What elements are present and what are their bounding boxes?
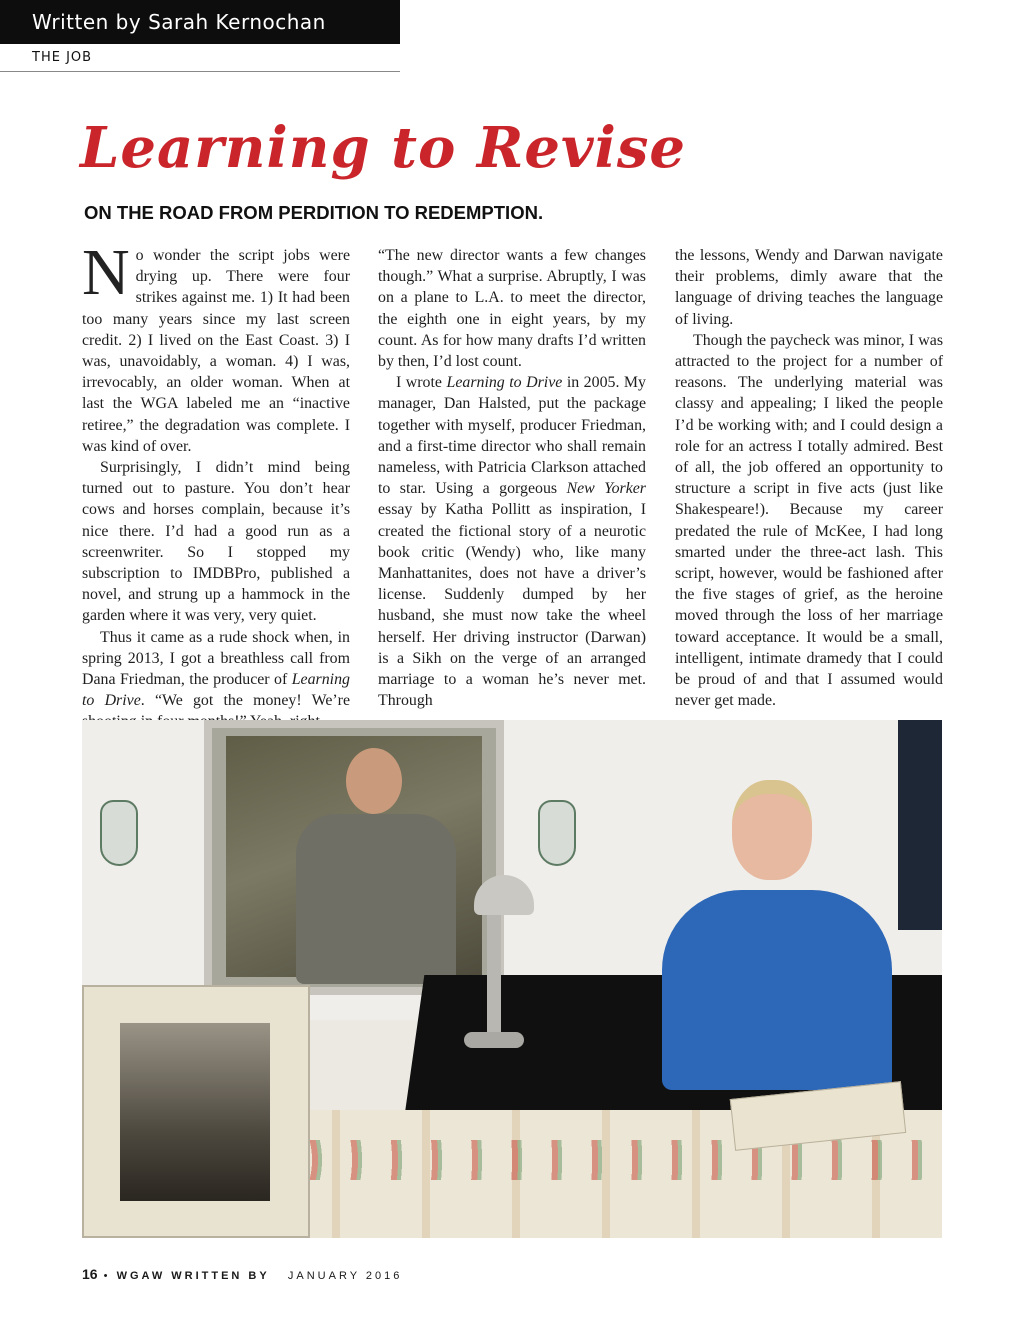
text-column-1 xyxy=(82,236,351,733)
footer-bullet: • xyxy=(103,1270,111,1282)
lamp-base xyxy=(464,1032,524,1048)
paragraph xyxy=(378,372,646,711)
paragraph: Though the paycheck was minor, I was attracted to the project for a number of reasons. The underlying material was classy and appealing; I liked the people I’d be working with; and I could design a role for an actress I totally admired. Best of all, the job offered an opportunity to structure a script in five acts (just like Shakespeare!). Because my career predated the rule of McKee, I had long smarted under the three-act lash. This script, however, would be fashioned after the five stages of grief, as the heroine moved through the loss of her marriage toward acceptance. It would be a small, intelligent, intimate dramedy that I could be proud of and that I assumed would never get made. xyxy=(675,331,943,710)
publication-name: WGAW WRITTEN BY xyxy=(116,1270,270,1282)
portrait-canvas xyxy=(226,736,482,977)
framed-photograph xyxy=(82,985,310,1238)
text-column-3 xyxy=(675,245,943,711)
paragraph-text: essay by Katha Pollitt as inspiration, I created the fictional story of a neurotic book critic (Wendy) who, like many Manhattanites, does not have a driver’s license. Suddenly dumped by her husband, she must now take the wheel herself. Her driving instructor (Darwan) is a Sikh on the verge of an arranged marriage to a woman he’s never met. Through xyxy=(378,501,646,710)
paragraph: “The new director wants a few changes though.” What a surprise. Abruptly, I was on a plane to L.A. to meet the director, the eighth one in eight years, by my count. As for how many drafts I’d written by then, I’d lost count. xyxy=(378,247,646,371)
painted-portrait xyxy=(204,720,504,995)
paragraph-text: o wonder the script jobs were drying up. There were four strikes against me. 1) It had been too many years since my last screen credit. 2) I lived on the East Coast. 3) I was, unavoidably, a woman. 4) I was, irrevocably, an older woman. When at last the WGA labeled me an “inactive retiree,” the degradation was complete. I was kind of over. xyxy=(82,247,350,455)
wall-artwork xyxy=(898,720,942,930)
portrait-figure xyxy=(296,814,456,984)
paragraph xyxy=(82,236,350,457)
woman-face xyxy=(732,780,812,880)
masthead-title: Written by Sarah Kernochan xyxy=(32,10,326,34)
portrait-face xyxy=(346,748,402,814)
issue-date: JANUARY 2016 xyxy=(287,1270,403,1282)
paragraph xyxy=(82,627,350,733)
wall-sconce xyxy=(538,800,576,866)
paragraph-text: in 2005. My manager, Dan Halsted, put the package together with myself, producer Friedman, and a first-time director who shall remain nameless, with Patricia Clarkson attached to star. Using a gorgeous xyxy=(378,374,647,498)
article-photo xyxy=(82,720,942,1238)
paragraph-text: I wrote xyxy=(396,374,447,392)
article-subhead: ON THE ROAD FROM PERDITION TO REDEMPTION. xyxy=(84,202,544,223)
masthead-bar xyxy=(0,0,400,44)
text-column-2 xyxy=(378,245,646,711)
film-title: Learning to Drive xyxy=(82,671,350,710)
section-divider xyxy=(0,71,400,72)
paragraph: the lessons, Wendy and Darwan navigate their problems, dimly aware that the language of driving teaches the language of living. xyxy=(675,247,943,328)
drop-cap: N xyxy=(82,236,130,309)
article-headline: Learning to Revise xyxy=(80,115,686,181)
page-number: 16 xyxy=(82,1266,98,1282)
paragraph-text: Thus it came as a rude shock when, in spring 2013, I got a breathless call from Dana Friedman, the producer of xyxy=(82,628,350,689)
section-label: THE JOB xyxy=(32,50,93,65)
paragraph: Surprisingly, I didn’t mind being turned out to pasture. You don’t hear cows and horses complain, because it’s nice there. I’d had a good run as a screenwriter. So I stopped my subscription to IMDBPro, published a novel, and strung up a hammock in the garden where it was very, very quiet. xyxy=(82,459,350,625)
publication-title: New Yorker xyxy=(566,480,646,498)
wall-sconce xyxy=(100,800,138,866)
film-title: Learning to Drive xyxy=(446,374,563,392)
cellist-photo xyxy=(120,1023,270,1201)
paragraph-text: . “We got the money! We’re xyxy=(140,692,351,710)
page-footer xyxy=(82,1266,402,1282)
woman-figure xyxy=(662,890,892,1090)
